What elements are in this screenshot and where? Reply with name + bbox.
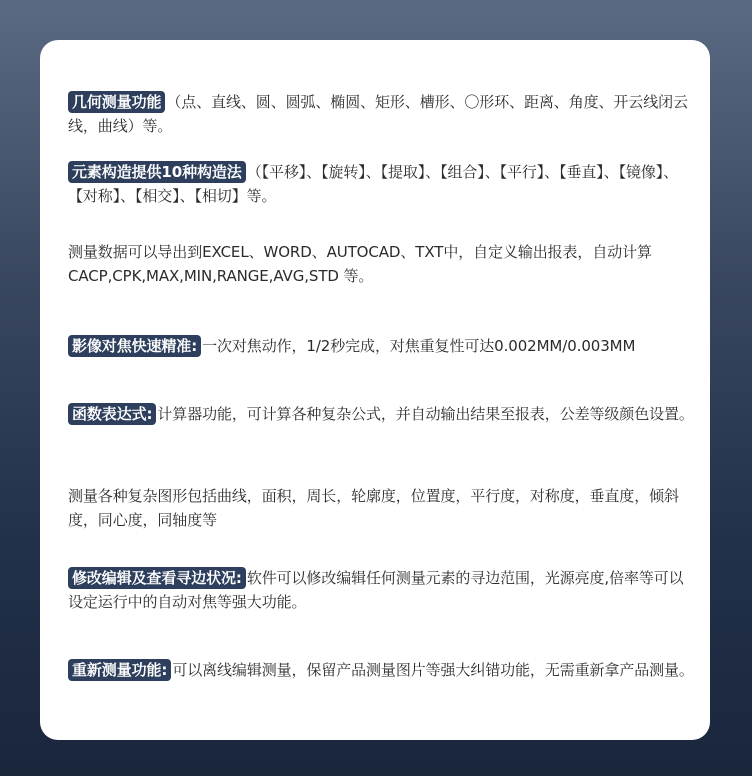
feature-text: 测量数据可以导出到EXCEL、WORD、AUTOCAD、TXT中，自定义输出报表，自动计算 CACP,CPK,MAX,MIN,RANGE,AVG,STD 等。 [68,243,652,285]
feature-tag: 几何测量功能 [68,91,165,113]
feature-text: 软件可以修改编辑任何测量元素的寻边范围，光源亮度,倍率等可以设定运行中的自动对焦等强大功能。 [68,569,684,611]
feature-geometric-measurement [68,90,698,138]
feature-tag: 影像对焦快速精准: [68,335,201,357]
feature-text: 一次对焦动作，1/2秒完成，对焦重复性可达0.002MM/0.003MM [202,337,636,355]
feature-text: （【平移】、【旋转】、【提取】、【组合】、【平行】、【垂直】、【镜像】、【对称】、【相交】、【相切】等。 [68,163,679,205]
feature-tag: 重新测量功能: [68,659,171,681]
feature-tag: 函数表达式: [68,403,156,425]
feature-remeasure [68,658,698,682]
feature-tag: 元素构造提供10种构造法 [68,161,246,183]
feature-complex-shapes [68,484,698,532]
feature-text: 测量各种复杂图形包括曲线，面积，周长，轮廓度，位置度，平行度，对称度，垂直度，倾斜度，同心度，同轴度等 [68,487,679,529]
feature-data-export [68,240,698,288]
feature-text: （点、直线、圆、圆弧、椭圆、矩形、槽形、〇形环、距离、角度、开云线闭云线，曲线）等。 [68,93,688,135]
feature-text: 可以离线编辑测量，保留产品测量图片等强大纠错功能，无需重新拿产品测量。 [172,661,694,679]
feature-edit-edge-detection [68,566,698,614]
feature-image-focus [68,334,698,358]
feature-function-expression [68,402,698,426]
feature-card [40,40,710,740]
feature-tag: 修改编辑及查看寻边状况: [68,567,246,589]
feature-element-construction [68,160,698,208]
feature-text: 计算器功能，可计算各种复杂公式，并自动输出结果至报表，公差等级颜色设置。 [157,405,694,423]
